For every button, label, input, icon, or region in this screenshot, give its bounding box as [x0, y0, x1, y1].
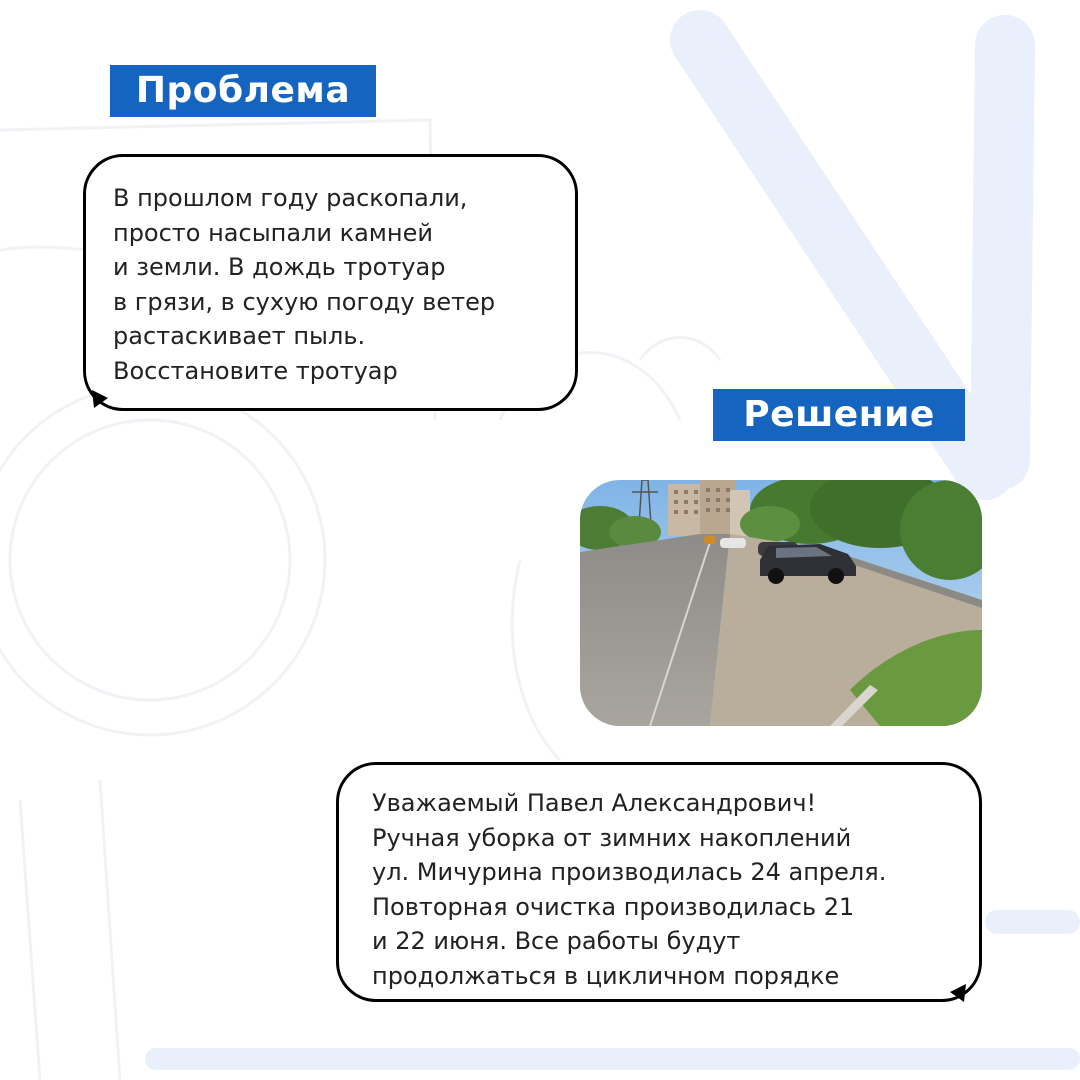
answer-text: Уважаемый Павел Александрович! Ручная уборка от зимних накоплений ул. Мичурина производилась 24 апреля. Повторная очистка производилась 21 и 22 июня. Все работы будут продолжаться в цикличном порядке [372, 789, 887, 990]
problem-bubble-tail [88, 388, 110, 410]
problem-label: Проблема [110, 65, 376, 117]
problem-text: В прошлом году раскопали, просто насыпали камней и земли. В дождь тротуар в грязи, в сухую погоду ветер растаскивает пыль. Восстановите тротуар [113, 184, 496, 385]
street-photo [580, 480, 982, 726]
problem-message-bubble [83, 154, 578, 411]
answer-message-bubble [336, 762, 982, 1002]
answer-bubble-tail [948, 982, 970, 1004]
solution-label: Решение [713, 389, 965, 441]
